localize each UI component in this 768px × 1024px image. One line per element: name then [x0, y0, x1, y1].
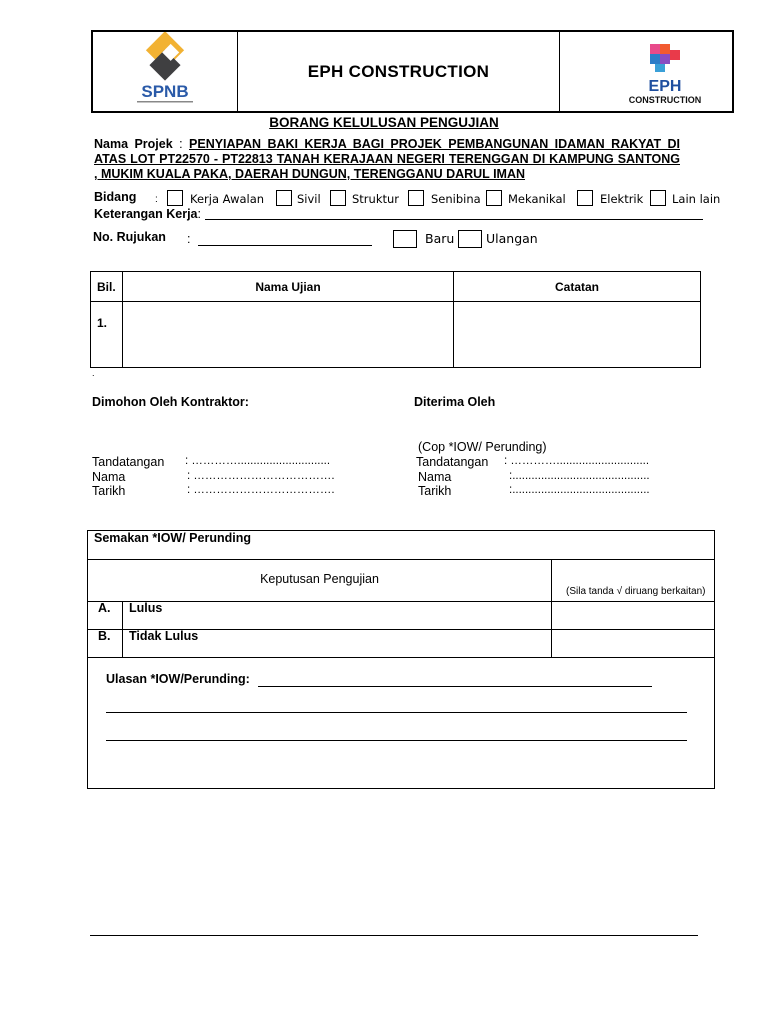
row-bil: 1. [91, 302, 123, 368]
option-baru: Baru [425, 231, 455, 246]
checkbox-baru[interactable] [393, 230, 417, 248]
eph-logo-subtext: CONSTRUCTION [628, 95, 702, 105]
semakan-divider-1 [88, 559, 714, 560]
company-name: EPH CONSTRUCTION [307, 61, 490, 81]
left-tandatangan-label: Tandatangan [92, 455, 165, 469]
rujukan-input-line[interactable] [198, 245, 372, 246]
right-signature-title: Diterima Oleh [414, 395, 496, 409]
ulasan-line-1[interactable] [258, 686, 652, 687]
footer-rule [90, 935, 698, 936]
semakan-box [87, 530, 715, 789]
option-b-label: Tidak Lulus [129, 629, 199, 643]
right-tandatangan-value[interactable]: : …………............................. [504, 455, 650, 467]
left-tarikh-label: Tarikh [92, 484, 126, 498]
header-bil: Bil. [91, 272, 123, 302]
project-value: PENYIAPAN BAKI KERJA BAGI PROJEK PEMBANGUNAN IDAMAN RAKYAT DI ATAS LOT PT22570 - PT22813 TANAH KERAJAAN NEGERI TERENGGAN DI KAMPUNG SANTONG , MUKIM KUALA PAKA, DAERAH DUNGUN, TERENGGANU DARUL IMAN [94, 137, 681, 181]
semakan-title: Semakan *IOW/ Perunding [94, 531, 251, 545]
left-tarikh-value[interactable]: : ………………………………. [187, 484, 335, 496]
checkbox-ulangan[interactable] [458, 230, 482, 248]
header-catatan: Catatan [454, 272, 701, 302]
header-box [91, 30, 734, 113]
spnb-logo [93, 32, 237, 111]
option-ulangan: Ulangan [486, 231, 538, 246]
table-footnote: . [92, 368, 95, 378]
project-colon: : [172, 137, 190, 151]
left-nama-value[interactable]: : ………………………………. [187, 470, 335, 482]
row-catatan[interactable] [454, 302, 701, 368]
spnb-logo-cell [93, 32, 237, 111]
spnb-logo-text: SPNB [141, 82, 189, 101]
keterangan-colon: : [197, 207, 201, 221]
eph-logo-cell [559, 32, 732, 111]
option-b-tick-cell[interactable] [552, 630, 715, 657]
option-mekanikal: Mekanikal [508, 192, 566, 206]
option-a-label: Lulus [129, 601, 163, 615]
checkbox-mekanikal[interactable] [486, 190, 502, 206]
ulasan-line-3[interactable] [106, 740, 687, 741]
company-name-cell [237, 32, 559, 111]
option-a-tick-cell[interactable] [552, 602, 715, 629]
test-table [90, 271, 701, 368]
right-tandatangan-label: Tandatangan [416, 455, 489, 469]
option-b-letter: B. [98, 629, 111, 643]
test-table-header [91, 272, 701, 302]
right-nama-value[interactable]: :........................................... [509, 470, 650, 482]
project-label: Nama Projek [94, 137, 173, 151]
keterangan-label [94, 207, 201, 221]
checkbox-senibina[interactable] [408, 190, 424, 206]
left-tandatangan-value[interactable]: : …………............................. [185, 455, 331, 467]
keterangan-input-line[interactable] [205, 219, 703, 220]
bidang-label: Bidang [94, 190, 137, 204]
eph-logo [560, 32, 732, 111]
row-nama-ujian[interactable] [123, 302, 454, 368]
semakan-letter-divider [122, 601, 123, 657]
tick-note: (Sila tanda √ diruang berkaitan) [566, 586, 706, 597]
table-row [91, 302, 701, 368]
option-a-letter: A. [98, 601, 111, 615]
rujukan-colon: : [187, 232, 191, 246]
form-title: BORANG KELULUSAN PENGUJIAN [269, 115, 499, 130]
checkbox-kerja-awalan[interactable] [167, 190, 183, 206]
checkbox-elektrik[interactable] [577, 190, 593, 206]
option-senibina: Senibina [431, 192, 481, 206]
right-tarikh-value[interactable]: :........................................... [509, 484, 650, 496]
checkbox-lain-lain[interactable] [650, 190, 666, 206]
ulasan-label: Ulasan *IOW/Perunding: [106, 672, 250, 686]
keterangan-label-text: Keterangan Kerja [94, 207, 198, 221]
decision-header: Keputusan Pengujian [260, 572, 379, 586]
option-elektrik: Elektrik [600, 192, 644, 206]
rujukan-label: No. Rujukan [93, 230, 166, 244]
option-struktur: Struktur [352, 192, 400, 206]
left-nama-label: Nama [92, 470, 126, 484]
checkbox-sivil[interactable] [276, 190, 292, 206]
eph-logo-text: EPH [648, 78, 682, 95]
option-sivil: Sivil [297, 192, 321, 206]
right-tarikh-label: Tarikh [418, 484, 452, 498]
cop-label: (Cop *IOW/ Perunding) [418, 440, 547, 454]
bidang-colon: : [155, 194, 158, 205]
option-lain-lain: Lain lain [672, 192, 721, 206]
left-signature-title: Dimohon Oleh Kontraktor: [92, 395, 249, 409]
project-block [94, 137, 680, 182]
header-nama-ujian: Nama Ujian [123, 272, 454, 302]
checkbox-struktur[interactable] [330, 190, 346, 206]
semakan-divider-4 [88, 657, 714, 658]
ulasan-line-2[interactable] [106, 712, 687, 713]
right-nama-label: Nama [418, 470, 452, 484]
option-kerja-awalan: Kerja Awalan [190, 192, 265, 206]
